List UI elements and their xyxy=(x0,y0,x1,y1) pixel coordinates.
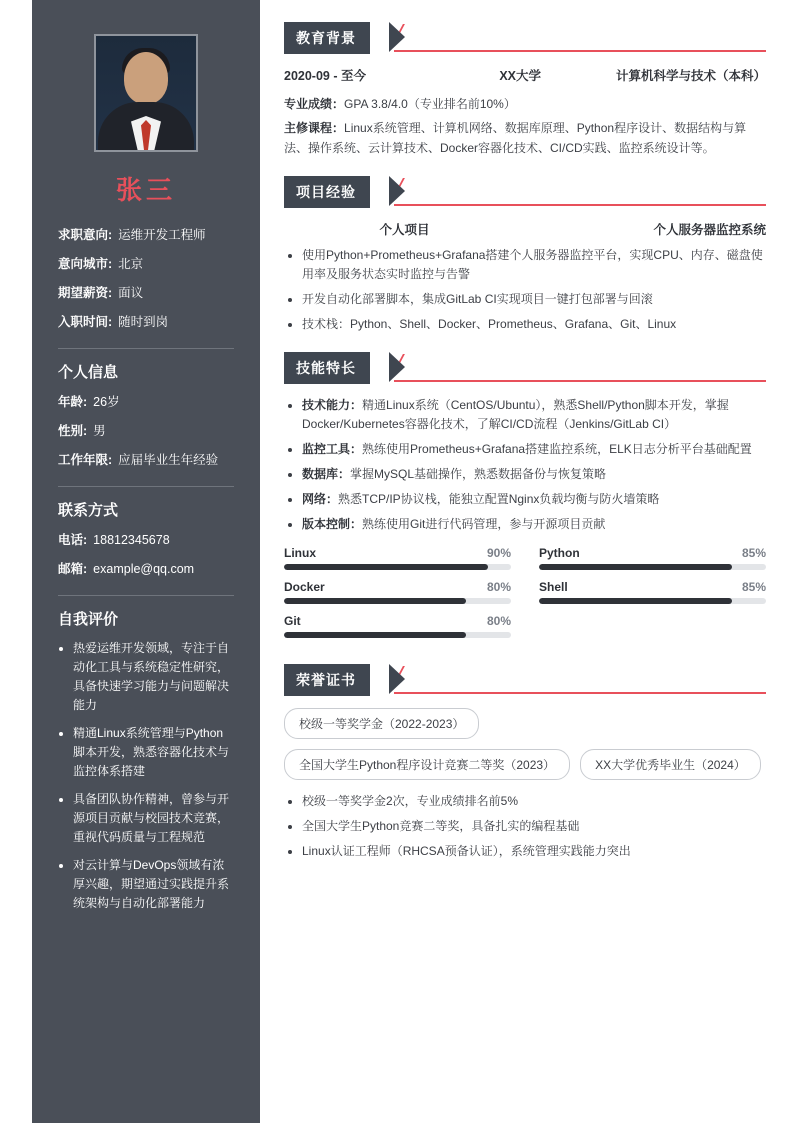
personal-field-1-value: 男 xyxy=(93,424,106,438)
skill-bar-git-fill xyxy=(284,632,466,638)
list-item xyxy=(302,440,766,459)
personal-info-title: 个人信息 xyxy=(58,364,119,381)
section-arrow-shape xyxy=(389,176,405,206)
skill-bar-docker-pct: 80% xyxy=(486,580,511,594)
contact-field-1 xyxy=(58,559,234,579)
section-arrow-shape xyxy=(389,352,405,382)
skill-bar-shell-name: Shell xyxy=(539,580,568,594)
profile-field-3 xyxy=(58,312,234,332)
personal-field-0-value: 26岁 xyxy=(93,395,120,409)
honors-section-header xyxy=(284,664,766,694)
skill-item-3-label: 网络： xyxy=(302,492,339,506)
list-item: • Linux认证工程师（RHCSA预备认证），系统管理实践能力突出 xyxy=(302,842,766,861)
skill-bar-docker xyxy=(284,580,511,604)
skill-item-4-text: 熟练使用Git进行代码管理，参与开源项目贡献 xyxy=(362,517,606,531)
education-period: 2020-09 - 至今 xyxy=(284,69,366,83)
list-item xyxy=(302,515,766,534)
profile-field-3-value: 随时到岗 xyxy=(118,315,169,329)
skill-bar-git-name: Git xyxy=(284,614,301,628)
section-arrow-shape xyxy=(389,664,405,694)
skill-bar-docker-name: Docker xyxy=(284,580,325,594)
personal-field-1 xyxy=(58,421,234,441)
list-item xyxy=(302,490,766,509)
education-detail-1 xyxy=(284,118,766,158)
project-header-row xyxy=(284,220,766,238)
skill-bar-git-head xyxy=(284,614,511,628)
honors-section-title: 荣誉证书 xyxy=(284,664,370,696)
personal-field-0 xyxy=(58,392,234,412)
list-item: • 对云计算与DevOps领域有浓厚兴趣，期望通过实践提升系统架构与自动化部署能力 xyxy=(73,856,234,913)
education-detail-0-text: GPA 3.8/4.0（专业排名前10%） xyxy=(344,97,516,111)
profile-field-0 xyxy=(58,225,234,245)
list-item: • 校级一等奖学金2次，专业成绩排名前5% xyxy=(302,792,766,811)
education-detail-1-label: 主修课程： xyxy=(284,121,345,135)
education-section-title: 教育背景 xyxy=(284,22,370,54)
self-eval-list xyxy=(58,639,234,913)
education-row xyxy=(284,66,766,84)
project-category: 个人项目 xyxy=(379,223,430,237)
list-item: • 热爱运维开发领域，专注于自动化工具与系统稳定性研究，具备快速学习能力与问题解决能力 xyxy=(73,639,234,715)
skill-bar-grid xyxy=(284,546,766,646)
skill-item-0-text: 精通Linux系统（CentOS/Ubuntu），熟悉Shell/Python脚本开发，掌握Docker/Kubernetes容器化技术，了解CI/CD流程（Jenkins/GitLab CI） xyxy=(302,398,729,431)
list-item: • 精通Linux系统管理与Python脚本开发，熟悉容器化技术与监控体系搭建 xyxy=(73,724,234,781)
skill-bar-shell-head xyxy=(539,580,766,594)
project-bullets xyxy=(284,246,766,334)
skill-bar-linux-head xyxy=(284,546,511,560)
list-item: • 开发自动化部署脚本，集成GitLab CI实现项目一键打包部署与回滚 xyxy=(302,290,766,309)
profile-field-3-label: 入职时间: xyxy=(58,315,113,329)
skill-bar-python-name: Python xyxy=(539,546,580,560)
skill-bar-python-track xyxy=(539,564,766,570)
skill-bar-linux-name: Linux xyxy=(284,546,316,560)
skill-bar-shell xyxy=(539,580,766,604)
section-honors xyxy=(284,664,766,861)
education-detail-0-label: 专业成绩： xyxy=(284,97,345,111)
section-rule xyxy=(394,50,766,52)
skill-bar-linux-pct: 90% xyxy=(486,546,511,560)
list-item: • 技术栈：Python、Shell、Docker、Prometheus、Grafana、Git、Linux xyxy=(302,315,766,334)
honor-chip-group xyxy=(284,708,766,780)
honor-chip: 校级一等奖学金（2022-2023） xyxy=(284,708,479,739)
skill-item-1-label: 监控工具： xyxy=(302,442,363,456)
list-item xyxy=(302,396,766,434)
section-education xyxy=(284,22,766,158)
skill-bar-python-head xyxy=(539,546,766,560)
list-item xyxy=(302,465,766,484)
contact-field-0 xyxy=(58,530,234,550)
divider-2 xyxy=(58,486,234,487)
list-item: • 使用Python+Prometheus+Grafana搭建个人服务器监控平台，实现CPU、内存、磁盘使用率及服务状态实时监控与告警 xyxy=(302,246,766,284)
profile-field-2-label: 期望薪资: xyxy=(58,286,113,300)
self-eval-title: 自我评价 xyxy=(58,611,119,628)
section-project xyxy=(284,176,766,334)
profile-field-2 xyxy=(58,283,234,303)
contact-field-1-value: example@qq.com xyxy=(93,562,195,576)
divider-1 xyxy=(58,348,234,349)
skill-item-3-text: 熟悉TCP/IP协议栈，能独立配置Nginx负载均衡与防火墙策略 xyxy=(338,492,660,506)
skill-bar-python-fill xyxy=(539,564,732,570)
skill-item-2-label: 数据库： xyxy=(302,467,351,481)
skill-bar-linux-fill xyxy=(284,564,488,570)
contact-field-1-label: 邮箱: xyxy=(58,562,88,576)
main-content xyxy=(260,0,794,1123)
skill-bar-shell-fill xyxy=(539,598,732,604)
skill-bar-docker-head xyxy=(284,580,511,594)
project-name: 个人服务器监控系统 xyxy=(653,223,766,237)
skill-item-4-label: 版本控制： xyxy=(302,517,363,531)
profile-field-0-label: 求职意向: xyxy=(58,228,113,242)
education-detail-1-text: Linux系统管理、计算机网络、数据库原理、Python程序设计、数据结构与算法、操作系统、云计算技术、Docker容器化技术、CI/CD实践、监控系统设计等。 xyxy=(284,121,747,155)
skill-bar-python-pct: 85% xyxy=(741,546,766,560)
section-skills xyxy=(284,352,766,646)
skill-bar-git-track xyxy=(284,632,511,638)
divider-3 xyxy=(58,595,234,596)
honors-bullets xyxy=(284,792,766,861)
education-school: XX大学 xyxy=(499,69,542,83)
project-section-title: 项目经验 xyxy=(284,176,370,208)
section-rule xyxy=(394,204,766,206)
section-arrow-shape xyxy=(389,22,405,52)
skill-bar-linux-track xyxy=(284,564,511,570)
education-major: 计算机科学与技术（本科） xyxy=(615,69,766,83)
skill-bar-shell-track xyxy=(539,598,766,604)
skill-bar-shell-pct: 85% xyxy=(741,580,766,594)
profile-field-2-value: 面议 xyxy=(118,286,144,300)
sidebar xyxy=(32,0,260,1123)
project-section-header xyxy=(284,176,766,206)
skill-bar-git-pct: 80% xyxy=(486,614,511,628)
skills-section-header xyxy=(284,352,766,382)
skill-item-0-label: 技术能力： xyxy=(302,398,363,412)
skill-item-2-text: 掌握MySQL基础操作，熟悉数据备份与恢复策略 xyxy=(350,467,607,481)
education-section-header xyxy=(284,22,766,52)
personal-field-2-value: 应届毕业生年经验 xyxy=(118,453,219,467)
education-detail-0 xyxy=(284,94,766,114)
skill-bar-linux xyxy=(284,546,511,570)
profile-field-0-value: 运维开发工程师 xyxy=(118,228,206,242)
skill-bar-python xyxy=(539,546,766,570)
profile-field-1 xyxy=(58,254,234,274)
skills-section-title: 技能特长 xyxy=(284,352,370,384)
candidate-name: 张三 xyxy=(115,175,176,205)
skill-bar-docker-track xyxy=(284,598,511,604)
contact-field-0-label: 电话: xyxy=(58,533,88,547)
personal-field-1-label: 性别: xyxy=(58,424,88,438)
skill-bar-git xyxy=(284,614,511,638)
honor-chip: 全国大学生Python程序设计竞赛二等奖（2023） xyxy=(284,749,570,780)
personal-field-0-label: 年龄: xyxy=(58,395,88,409)
profile-field-1-value: 北京 xyxy=(118,257,144,271)
personal-field-2-label: 工作年限: xyxy=(58,453,113,467)
contact-field-0-value: 18812345678 xyxy=(93,533,170,547)
avatar xyxy=(94,34,198,152)
avatar-wrapper xyxy=(58,34,234,152)
skill-item-1-text: 熟练使用Prometheus+Grafana搭建监控系统，ELK日志分析平台基础配置 xyxy=(362,442,752,456)
personal-field-2 xyxy=(58,450,234,470)
skill-bar-docker-fill xyxy=(284,598,466,604)
section-rule xyxy=(394,380,766,382)
list-item: • 具备团队协作精神，曾参与开源项目贡献与校园技术竞赛，重视代码质量与工程规范 xyxy=(73,790,234,847)
profile-field-1-label: 意向城市: xyxy=(58,257,113,271)
contact-title: 联系方式 xyxy=(58,502,119,519)
portrait-face-shape xyxy=(124,52,168,104)
section-rule xyxy=(394,692,766,694)
list-item: • 全国大学生Python竞赛二等奖，具备扎实的编程基础 xyxy=(302,817,766,836)
skills-bullets xyxy=(284,396,766,534)
honor-chip: XX大学优秀毕业生（2024） xyxy=(580,749,761,780)
